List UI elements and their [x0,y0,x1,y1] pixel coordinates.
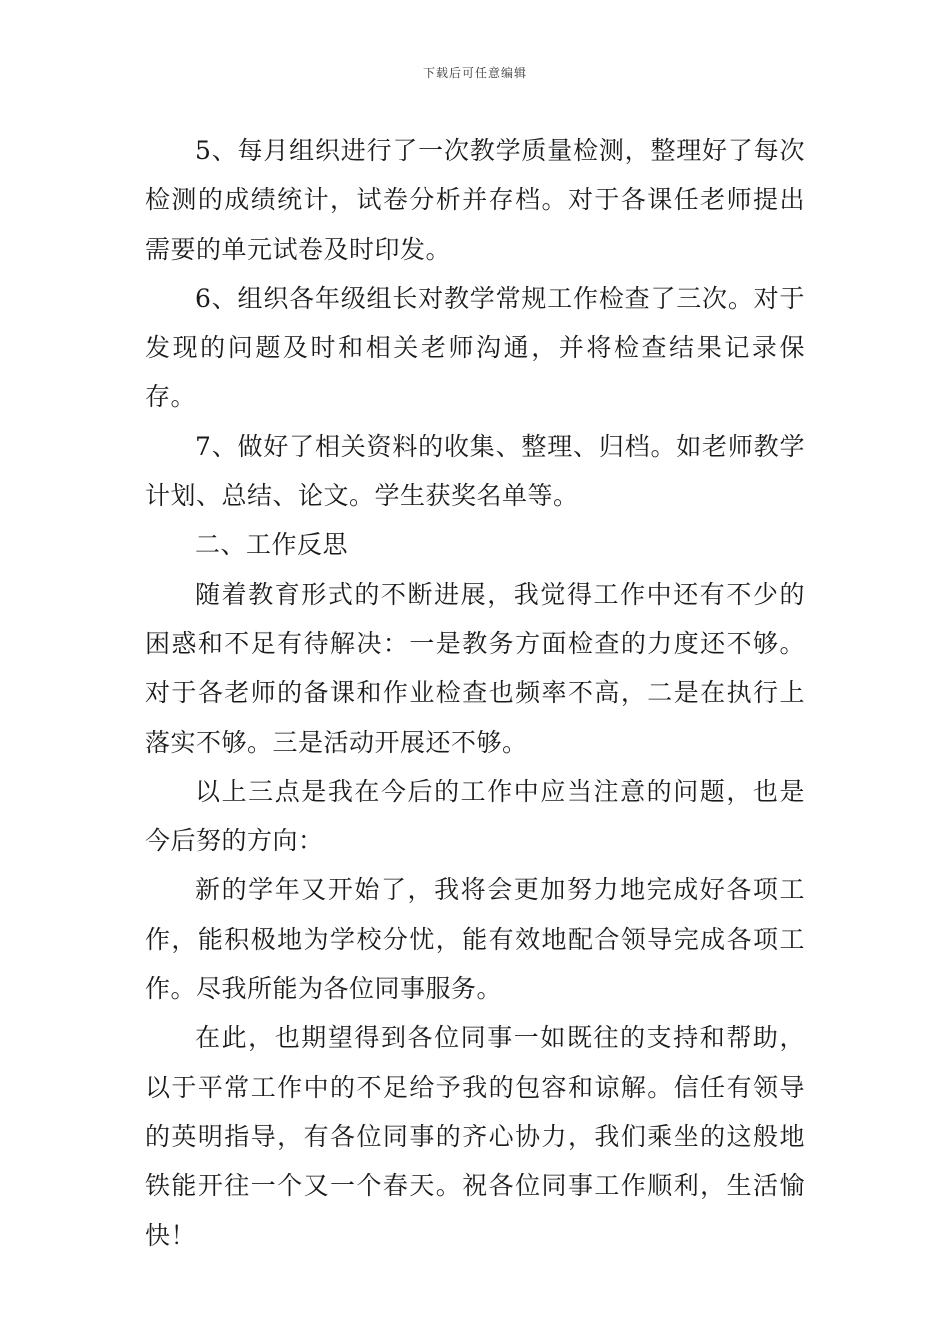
paragraph-reflection-direction: 以上三点是我在今后的工作中应当注意的问题，也是今后努的方向： [145,776,805,856]
section-heading-reflection: 二、工作反思 [195,530,349,560]
paragraph-item-5: 5、每月组织进行了一次教学质量检测，整理好了每次检测的成绩统计，试卷分析并存档。对于各课任老师提出需要的单元试卷及时印发。 [145,136,805,264]
paragraph-closing: 在此，也期望得到各位同事一如既往的支持和帮助，以于平常工作中的不足给予我的包容和谅解。信任有领导的英明指导，有各位同事的齐心协力，我们乘坐的这般地铁能开往一个又一个春天。祝各位同事工作顺利，生活愉快！ [145,1023,805,1250]
page-header-note: 下载后可任意编辑 [422,66,527,80]
paragraph-item-6: 6、组织各年级组长对教学常规工作检查了三次。对于发现的问题及时和相关老师沟通，并将检查结果记录保存。 [145,283,805,412]
paragraph-new-year: 新的学年又开始了，我将会更加努力地完成好各项工作，能积极地为学校分忧，能有效地配合领导完成各项工作。尽我所能为各位同事服务。 [145,875,805,1004]
paragraph-reflection-problems: 随着教育形式的不断进展，我觉得工作中还有不少的困惑和不足有待解决：一是教务方面检查的力度还不够。对于各老师的备课和作业检查也频率不高，二是在执行上落实不够。三是活动开展还不够。 [145,579,805,757]
paragraph-item-7: 7、做好了相关资料的收集、整理、归档。如老师教学计划、总结、论文。学生获奖名单等。 [145,431,805,511]
document-body [145,126,805,1260]
